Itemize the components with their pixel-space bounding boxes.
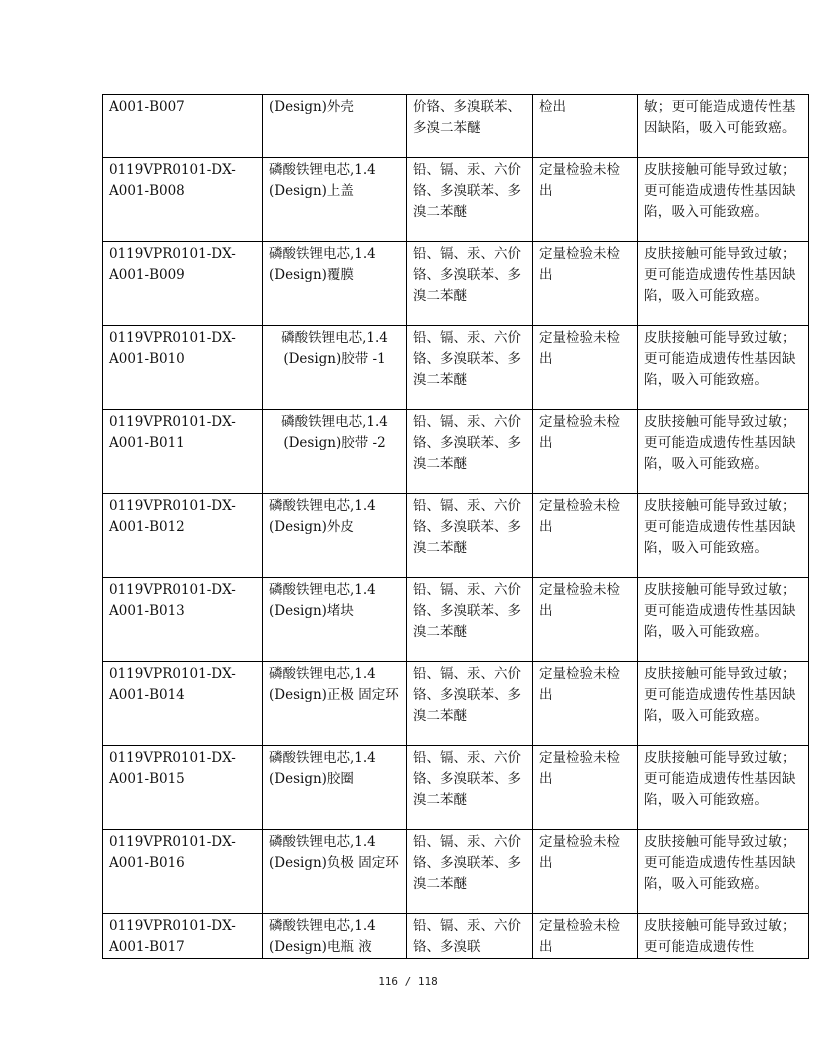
part-name-cell: (Design)外壳 xyxy=(263,95,407,158)
substance-table xyxy=(102,94,809,959)
part-id-cell: 0119VPR0101-DX-A001-B014 xyxy=(103,662,263,746)
part-name-cell: 磷酸铁锂电芯,1.4 (Design)电瓶 液 xyxy=(263,914,407,959)
result-cell: 定量检验未检出 xyxy=(533,746,638,830)
result-cell: 定量检验未检出 xyxy=(533,578,638,662)
substances-cell: 铅、镉、汞、六价铬、多溴联苯、多溴二苯醚 xyxy=(407,662,533,746)
result-cell: 检出 xyxy=(533,95,638,158)
substances-cell: 铅、镉、汞、六价铬、多溴联苯、多溴二苯醚 xyxy=(407,326,533,410)
hazard-cell: 敏；更可能造成遗传性基因缺陷，吸入可能致癌。 xyxy=(638,95,809,158)
result-cell: 定量检验未检出 xyxy=(533,242,638,326)
hazard-cell: 皮肤接触可能导致过敏；更可能造成遗传性基因缺陷，吸入可能致癌。 xyxy=(638,242,809,326)
hazard-cell: 皮肤接触可能导致过敏；更可能造成遗传性基因缺陷，吸入可能致癌。 xyxy=(638,578,809,662)
substances-cell: 铅、镉、汞、六价铬、多溴联 xyxy=(407,914,533,959)
part-id-cell: A001-B007 xyxy=(103,95,263,158)
table-row xyxy=(103,914,809,959)
part-id-cell: 0119VPR0101-DX-A001-B015 xyxy=(103,746,263,830)
table-row xyxy=(103,746,809,830)
part-name-cell: 磷酸铁锂电芯,1.4 (Design)堵块 xyxy=(263,578,407,662)
part-name-cell: 磷酸铁锂电芯,1.4 (Design)胶圈 xyxy=(263,746,407,830)
substances-cell: 铅、镉、汞、六价铬、多溴联苯、多溴二苯醚 xyxy=(407,494,533,578)
result-cell: 定量检验未检出 xyxy=(533,830,638,914)
part-id-cell: 0119VPR0101-DX-A001-B009 xyxy=(103,242,263,326)
table-row xyxy=(103,830,809,914)
table-row xyxy=(103,158,809,242)
part-id-cell: 0119VPR0101-DX-A001-B008 xyxy=(103,158,263,242)
part-name-cell: 磷酸铁锂电芯,1.4 (Design)胶带 -1 xyxy=(263,326,407,410)
table-row xyxy=(103,662,809,746)
hazard-cell: 皮肤接触可能导致过敏；更可能造成遗传性基因缺陷，吸入可能致癌。 xyxy=(638,830,809,914)
result-cell: 定量检验未检出 xyxy=(533,410,638,494)
substances-cell: 铅、镉、汞、六价铬、多溴联苯、多溴二苯醚 xyxy=(407,158,533,242)
part-id-cell: 0119VPR0101-DX-A001-B017 xyxy=(103,914,263,959)
part-id-cell: 0119VPR0101-DX-A001-B011 xyxy=(103,410,263,494)
hazard-cell: 皮肤接触可能导致过敏；更可能造成遗传性基因缺陷，吸入可能致癌。 xyxy=(638,662,809,746)
part-name-cell: 磷酸铁锂电芯,1.4 (Design)正极 固定环 xyxy=(263,662,407,746)
substances-cell: 铅、镉、汞、六价铬、多溴联苯、多溴二苯醚 xyxy=(407,830,533,914)
hazard-cell: 皮肤接触可能导致过敏；更可能造成遗传性基因缺陷，吸入可能致癌。 xyxy=(638,326,809,410)
hazard-cell: 皮肤接触可能导致过敏；更可能造成遗传性基因缺陷，吸入可能致癌。 xyxy=(638,158,809,242)
substances-cell: 铅、镉、汞、六价铬、多溴联苯、多溴二苯醚 xyxy=(407,746,533,830)
substances-cell: 铅、镉、汞、六价铬、多溴联苯、多溴二苯醚 xyxy=(407,410,533,494)
hazard-cell: 皮肤接触可能导致过敏；更可能造成遗传性基因缺陷，吸入可能致癌。 xyxy=(638,494,809,578)
result-cell: 定量检验未检出 xyxy=(533,662,638,746)
part-id-cell: 0119VPR0101-DX-A001-B016 xyxy=(103,830,263,914)
table-row xyxy=(103,242,809,326)
hazard-cell: 皮肤接触可能导致过敏；更可能造成遗传性基因缺陷，吸入可能致癌。 xyxy=(638,410,809,494)
part-name-cell: 磷酸铁锂电芯,1.4 (Design)覆膜 xyxy=(263,242,407,326)
result-cell: 定量检验未检出 xyxy=(533,914,638,959)
substances-cell: 铅、镉、汞、六价铬、多溴联苯、多溴二苯醚 xyxy=(407,578,533,662)
part-name-cell: 磷酸铁锂电芯,1.4 (Design)上盖 xyxy=(263,158,407,242)
table-row xyxy=(103,494,809,578)
part-id-cell: 0119VPR0101-DX-A001-B010 xyxy=(103,326,263,410)
result-cell: 定量检验未检出 xyxy=(533,326,638,410)
page-number: 116 / 118 xyxy=(378,975,438,988)
hazard-cell: 皮肤接触可能导致过敏；更可能造成遗传性基因缺陷，吸入可能致癌。 xyxy=(638,746,809,830)
part-name-cell: 磷酸铁锂电芯,1.4 (Design)负极 固定环 xyxy=(263,830,407,914)
result-cell: 定量检验未检出 xyxy=(533,158,638,242)
part-id-cell: 0119VPR0101-DX-A001-B012 xyxy=(103,494,263,578)
substances-cell: 铅、镉、汞、六价铬、多溴联苯、多溴二苯醚 xyxy=(407,242,533,326)
table-row xyxy=(103,95,809,158)
substances-cell: 价铬、多溴联苯、多溴二苯醚 xyxy=(407,95,533,158)
part-name-cell: 磷酸铁锂电芯,1.4 (Design)胶带 -2 xyxy=(263,410,407,494)
table-row xyxy=(103,578,809,662)
part-id-cell: 0119VPR0101-DX-A001-B013 xyxy=(103,578,263,662)
part-name-cell: 磷酸铁锂电芯,1.4 (Design)外皮 xyxy=(263,494,407,578)
table-row xyxy=(103,410,809,494)
hazard-cell: 皮肤接触可能导致过敏；更可能造成遗传性 xyxy=(638,914,809,959)
result-cell: 定量检验未检出 xyxy=(533,494,638,578)
table-row xyxy=(103,326,809,410)
